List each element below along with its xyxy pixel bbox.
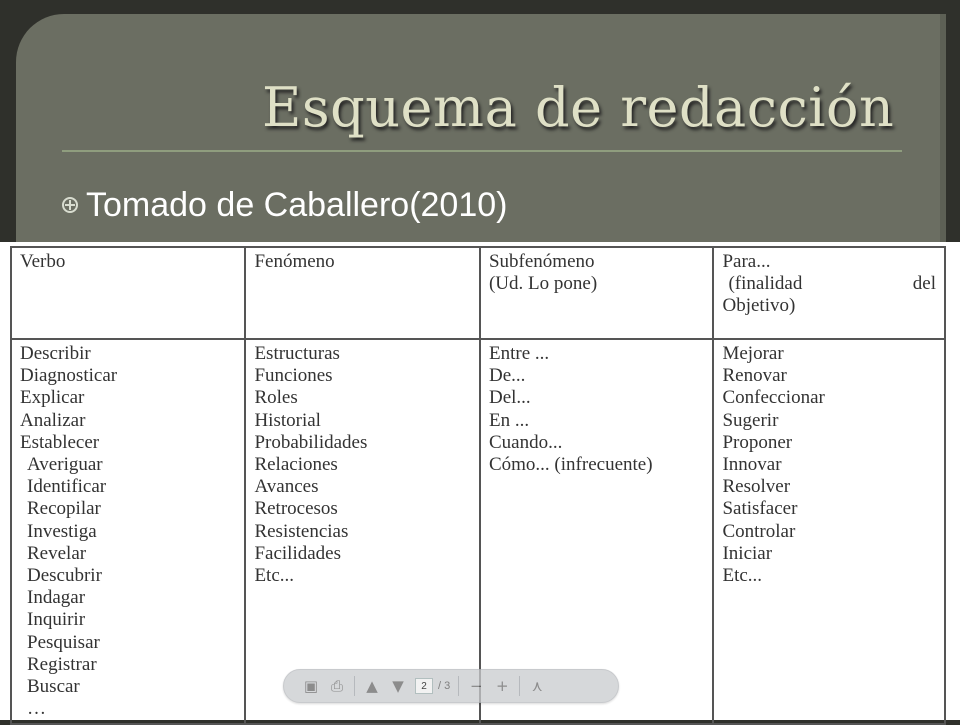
subfenomeno-item: Del... [488, 387, 531, 409]
verbo-item: Describir [20, 343, 91, 364]
para-item: Etc... [722, 565, 763, 587]
verbo-item: Indagar [27, 587, 86, 609]
bullet-text: Tomado de Caballero(2010) [86, 185, 508, 224]
header-para-note [722, 273, 936, 295]
header-subfenomeno-title: Subfenómeno [488, 251, 595, 272]
fenomeno-item: Estructuras [254, 343, 340, 364]
toolbar-divider [458, 676, 459, 696]
header-fenomeno: Fenómeno [245, 247, 480, 339]
verbo-item: … [27, 698, 46, 720]
verbos-cell [11, 339, 245, 724]
verbo-item: Recopilar [27, 498, 101, 520]
toolbar-divider [354, 676, 355, 696]
verbo-item: Averiguar [27, 454, 103, 476]
verbo-item: Establecer [20, 431, 100, 453]
subfenomeno-item: Cuando... [488, 431, 563, 453]
title-divider [62, 150, 902, 152]
para-item: Proponer [722, 431, 793, 453]
fenomeno-item: Historial [254, 409, 321, 431]
para-item: Sugerir [722, 409, 779, 431]
fenomeno-item: Avances [254, 476, 319, 498]
table-header-row [11, 247, 945, 339]
writing-scheme-table [10, 246, 946, 725]
page-indicator [415, 678, 450, 694]
subfenomeno-item: En ... [488, 409, 530, 431]
para-item: Mejorar [722, 343, 784, 364]
verbo-item: Diagnosticar [20, 365, 118, 387]
bullet-item [62, 183, 507, 227]
header-para-title: Para... [722, 251, 771, 272]
table-body-row [11, 339, 945, 724]
header-para-objective: Objetivo) [722, 295, 796, 317]
subfenomenos-cell [480, 339, 714, 724]
fenomeno-item: Roles [254, 387, 298, 409]
fenomeno-item: Probabilidades [254, 431, 368, 453]
previous-page-icon[interactable]: ▲ [366, 677, 378, 695]
para-item: Innovar [722, 454, 782, 476]
fenomeno-item: Relaciones [254, 454, 338, 476]
para-cell [713, 339, 945, 724]
page-number-input[interactable] [415, 678, 433, 694]
para-item: Renovar [722, 365, 787, 387]
para-item: Resolver [722, 476, 791, 498]
verbo-item: Descubrir [27, 565, 102, 587]
subfenomeno-item: Cómo... (infrecuente) [488, 454, 653, 476]
fenomeno-item: Retrocesos [254, 498, 338, 520]
slide-title: Esquema de redacción [262, 76, 895, 139]
verbo-item: Pesquisar [27, 631, 100, 653]
verbo-item: Registrar [27, 653, 97, 675]
para-item: Controlar [722, 520, 796, 542]
para-item: Satisfacer [722, 498, 798, 520]
next-page-icon[interactable]: ▼ [392, 677, 404, 695]
save-icon[interactable]: ▣ [303, 677, 319, 695]
fenomeno-item: Facilidades [254, 542, 341, 564]
fenomenos-cell [245, 339, 480, 724]
verbo-item: Inquirir [27, 609, 86, 631]
para-item: Iniciar [722, 542, 773, 564]
print-icon[interactable]: ⎙ [330, 677, 343, 695]
verbo-item: Analizar [20, 409, 86, 431]
fenomeno-item: Funciones [254, 365, 333, 387]
toolbar-divider [519, 676, 520, 696]
header-verbo: Verbo [11, 247, 245, 339]
header-subfenomeno [480, 247, 714, 339]
header-subfenomeno-note: (Ud. Lo pone) [488, 273, 598, 295]
subfenomeno-item: De... [488, 365, 526, 387]
verbo-item: Identificar [27, 476, 107, 498]
para-item: Confeccionar [722, 387, 825, 409]
zoom-in-icon[interactable]: + [495, 677, 509, 695]
header-para-note-b: del [912, 273, 936, 295]
verbo-item: Explicar [20, 387, 85, 409]
zoom-out-icon[interactable]: − [469, 677, 483, 695]
embedded-document [0, 242, 960, 720]
verbo-item: Revelar [27, 542, 87, 564]
verbo-item: Investiga [27, 520, 97, 542]
page-total: / 3 [438, 680, 451, 692]
fenomeno-item: Etc... [254, 565, 295, 587]
subfenomeno-item: Entre ... [488, 343, 550, 364]
verbo-item: Buscar [27, 676, 80, 698]
adobe-icon[interactable]: ⋏ [531, 677, 543, 695]
fenomeno-item: Resistencias [254, 520, 349, 542]
header-para [713, 247, 945, 339]
pdf-viewer-toolbar [283, 669, 619, 703]
header-para-note-a: (finalidad [728, 273, 803, 295]
bullet-circle-plus-icon [62, 197, 78, 213]
